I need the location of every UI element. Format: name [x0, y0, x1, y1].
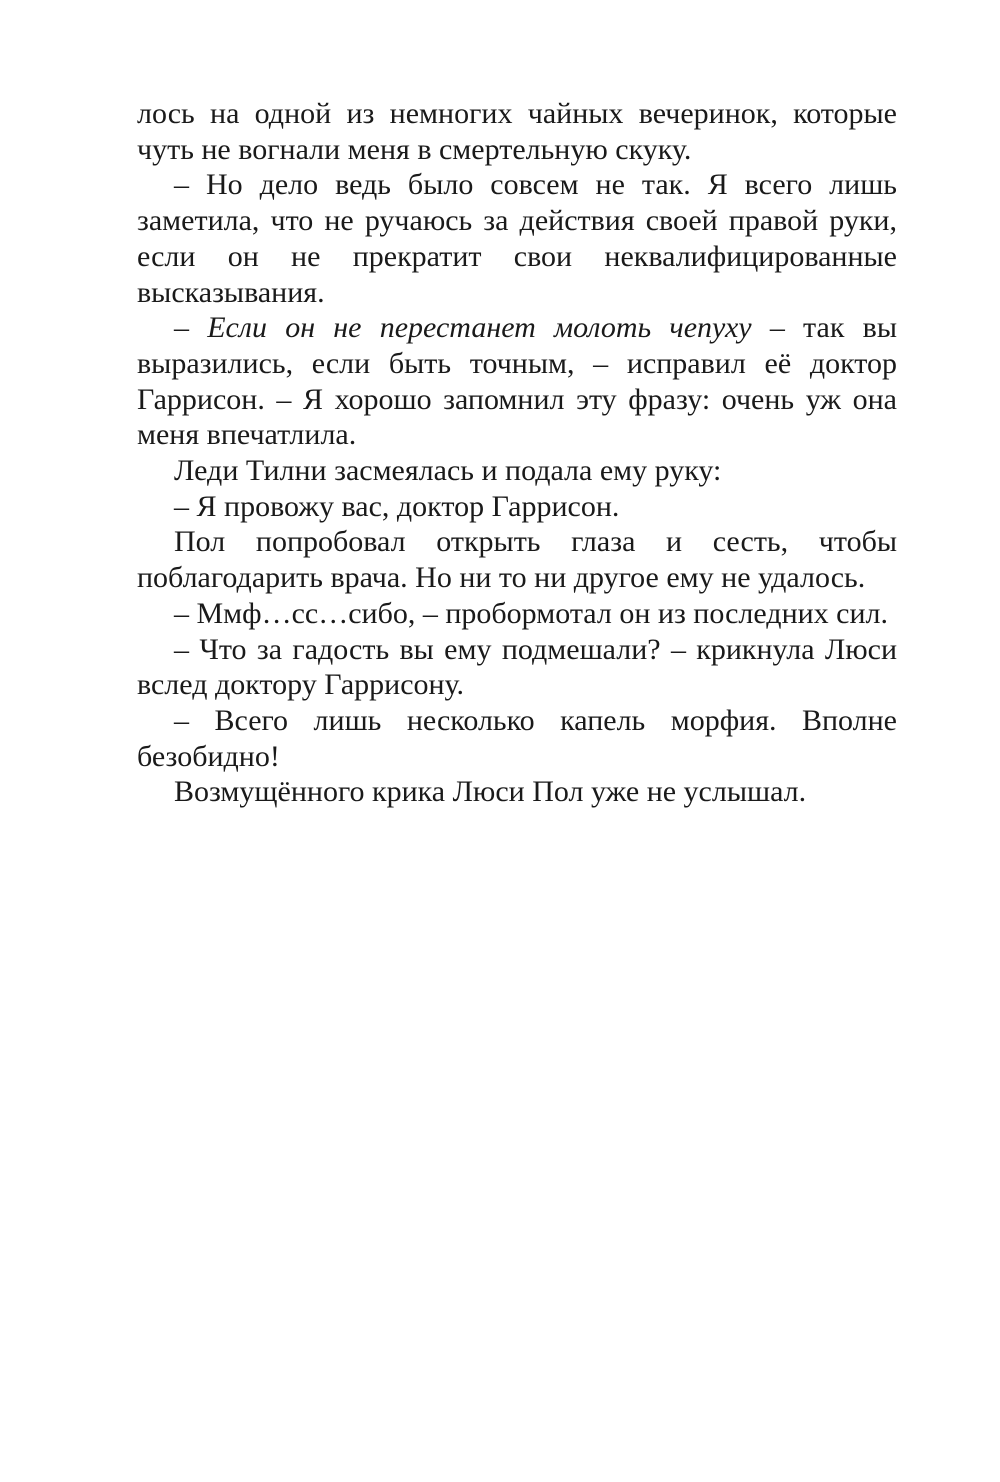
- dialogue-paragraph: – Ммф…сс…сибо, – пробормотал он из последних сил.: [174, 596, 889, 630]
- narration-paragraph: Возмущённого крика Люси Пол уже не услышал.: [174, 775, 807, 809]
- dialogue-rest: – так вы выразились, если быть точным, – исправил её доктор Гаррисон. – Я хорошо запомнил эту фразу: очень уж она меня впечатлила.: [137, 311, 897, 452]
- narration-paragraph: Пол попробовал открыть глаза и сесть, чтобы поблагодарить врача. Но ни то ни другое ему не удалось.: [137, 525, 897, 595]
- dialogue-dash: –: [174, 311, 208, 345]
- dialogue-paragraph: – Я провожу вас, доктор Гаррисон.: [174, 489, 620, 523]
- dialogue-paragraph: – Что за гадость вы ему подмешали? – крикнула Люси вслед доктору Гаррисону.: [137, 632, 897, 702]
- italic-quote: Если он не перестанет молоть чепуху: [207, 311, 752, 345]
- dialogue-paragraph-italic-quote: [137, 310, 897, 453]
- narration-paragraph: Леди Тилни засмеялась и подала ему руку:: [174, 454, 722, 488]
- paragraph-continuation: лось на одной из немногих чайных вечеринок, которые чуть не вогнали меня в смертельную скуку.: [137, 97, 897, 166]
- dialogue-paragraph: – Но дело ведь было совсем не так. Я всего лишь заметила, что не ручаюсь за действия своей правой руки, если он не прекратит свои неквалифицированные высказывания.: [137, 168, 897, 309]
- book-page: [137, 96, 897, 810]
- dialogue-paragraph: – Всего лишь несколько капель морфия. Вполне безобидно!: [137, 703, 897, 773]
